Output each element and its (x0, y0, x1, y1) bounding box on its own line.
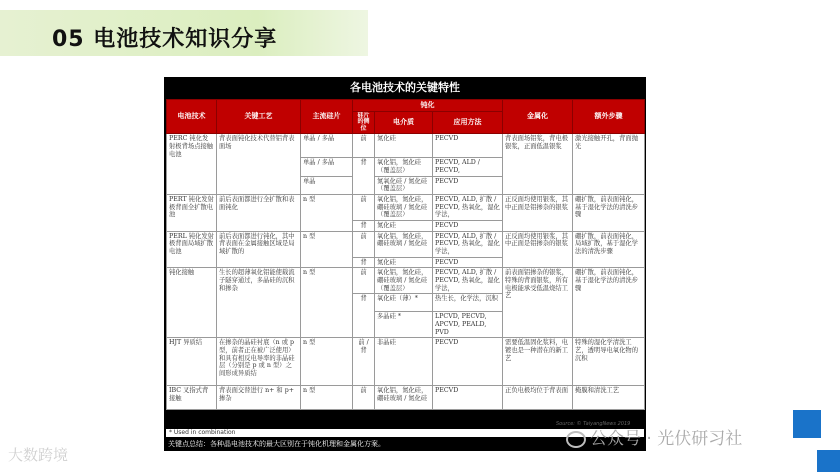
header-extra: 额外步骤 (573, 100, 645, 134)
cell-wafer: 单晶 / 多晶 (301, 134, 353, 158)
cell-pos: 前 (353, 386, 375, 410)
cell-extra: 掩膜和清洗工艺 (573, 386, 645, 410)
cell-dielectric: 多晶硅 * (375, 312, 433, 338)
cell-method: PECVD (433, 176, 503, 194)
tech-table (166, 99, 645, 410)
cell-metal: 背表面场铝浆，背电极银浆，正面低温银浆 (503, 134, 573, 195)
cell-method: PECVD, ALD / PECVD, (433, 158, 503, 176)
header-wafer: 主流硅片 (301, 100, 353, 134)
cell-extra: 特殊的湿化学清洗工艺，透明导电氧化物的沉积 (573, 338, 645, 386)
accent-square (817, 450, 840, 472)
cell-extra: 硼扩散，前表面钝化，局域扩散，基于湿化学法的清洗步骤 (573, 231, 645, 268)
cell-dielectric: 氧化铝，氮化硅（覆盖层） (375, 158, 433, 176)
table-row (167, 386, 645, 410)
cell-method: PECVD (433, 386, 503, 410)
cell-dielectric: 氧化铝，氮化硅，硼硅玻璃 / 氮化硅 (375, 231, 433, 257)
table-row (167, 195, 645, 221)
accent-square (793, 410, 821, 438)
cell-tech: PERL 钝化发射极背面局域扩散电池 (167, 231, 217, 268)
table-row (167, 268, 645, 294)
cell-tech: PERC 钝化发射极背场点接触电池 (167, 134, 217, 195)
cell-metal: 需要低温固化浆料，电镀也是一种潜在的新工艺 (503, 338, 573, 386)
cell-wafer: 单晶 (301, 176, 353, 194)
table-row (167, 338, 645, 386)
cell-wafer: n 型 (301, 268, 353, 338)
cell-tech: IBC 叉指式背接触 (167, 386, 217, 410)
cell-method: PECVD (433, 134, 503, 158)
cell-pos: 前 (353, 195, 375, 221)
cell-metal: 正负电极均位于背表面 (503, 386, 573, 410)
cell-wafer: n 型 (301, 231, 353, 268)
cell-wafer: n 型 (301, 195, 353, 232)
tech-table-figure (164, 77, 646, 451)
cell-metal: 正反面均使用银浆，其中正面是铝掺杂的银浆 (503, 231, 573, 268)
cell-pos: 前 / 背 (353, 338, 375, 386)
cell-extra: 硼扩散，前表面钝化，基于湿化学法的清洗步骤 (573, 195, 645, 232)
header-process: 关键工艺 (217, 100, 301, 134)
header-method: 应用方法 (433, 111, 503, 134)
cell-metal: 正反面均使用银浆，其中正面是铝掺杂的银浆 (503, 195, 573, 232)
cell-process: 背表面交替进行 n+ 和 p+ 掺杂 (217, 386, 301, 410)
cell-pos: 前 (353, 268, 375, 294)
cell-method: PECVD (433, 257, 503, 268)
cell-extra: 激光接触开孔，背面抛光 (573, 134, 645, 195)
source-note: Source: © TaiyangNews 2019 (556, 421, 631, 427)
cell-tech: PERT 钝化发射极背面全扩散电池 (167, 195, 217, 232)
header-tech: 电池技术 (167, 100, 217, 134)
summary-line: 关键点总结：各种晶电池技术的最大区别在于钝化机理和金属化方案。 (168, 440, 385, 448)
header-passivation: 钝化 (353, 100, 503, 112)
cell-method: PECVD, ALD, 扩散 / PECVD, 热氧化，湿化学法， (433, 195, 503, 221)
cell-wafer: n 型 (301, 338, 353, 386)
cell-pos: 背 (353, 294, 375, 338)
table-footnote: * Used in combination (166, 429, 644, 437)
cell-metal: 前表面铝掺杂的银浆，特殊的背面银浆，所有电极能承受低温烧结工艺 (503, 268, 573, 338)
cell-extra: 硼扩散，前表面钝化，基于湿化学法的清洗步骤 (573, 268, 645, 338)
cell-wafer: n 型 (301, 386, 353, 410)
cell-method: PECVD, ALD, 扩散 / PECVD, 热氧化，湿化学法， (433, 268, 503, 294)
cell-method: PECVD (433, 221, 503, 232)
table-row (167, 231, 645, 257)
cell-dielectric: 氧化铝，氮化硅，硼硅玻璃 / 氮化硅（覆盖层） (375, 268, 433, 294)
cell-pos: 背 (353, 257, 375, 268)
cell-method: PECVD (433, 338, 503, 386)
table-caption: 各电池技术的关键特性 (350, 81, 460, 94)
cell-dielectric: 氧化铝，氮化硅，硼硅玻璃 / 氮化硅 (375, 386, 433, 410)
table-row (167, 134, 645, 158)
cell-process: 前后表面都进行钝化，其中背表面在金属接触区域是局域扩散的 (217, 231, 301, 268)
header-pos: 硅片的侧位 (353, 111, 375, 134)
cell-dielectric: 氮化硅 (375, 134, 433, 158)
cell-dielectric: 氮化硅 (375, 221, 433, 232)
cell-pos: 背 (353, 221, 375, 232)
cell-dielectric: 氧化铝，氮化硅，硼硅玻璃 / 氮化硅（覆盖层） (375, 195, 433, 221)
cell-dielectric: 氧化硅（薄）* (375, 294, 433, 312)
watermark-right (566, 424, 742, 449)
cell-dielectric: 氮氧化硅 / 氮化硅（覆盖层） (375, 176, 433, 194)
cell-tech: HJT 异质结 (167, 338, 217, 386)
cell-process: 生长的超薄氧化铝能使载流子隧穿通过，多晶硅的沉积和掺杂 (217, 268, 301, 338)
cell-dielectric: 非晶硅 (375, 338, 433, 386)
cell-method: LPCVD, PECVD, APCVD, PEALD, PVD (433, 312, 503, 338)
cell-pos: 前 (353, 231, 375, 257)
cell-process: 背表面钝化技术代替铝背表面场 (217, 134, 301, 195)
cell-process: 在掺杂的晶硅衬底（n 或 p 型，前者正在被广泛使用）和具有相反电导率的非晶硅层（分别是 p 或 n 型）之间形成异质结 (217, 338, 301, 386)
header-row (167, 100, 645, 112)
cell-dielectric: 氮化硅 (375, 257, 433, 268)
header-metal: 金属化 (503, 100, 573, 134)
watermark-left-text: 大数跨境 (8, 446, 69, 464)
slide-title: 05 电池技术知识分享 (52, 27, 278, 52)
cell-process: 前后表面都进行全扩散和表面钝化 (217, 195, 301, 232)
cell-wafer: 单晶 / 多晶 (301, 158, 353, 176)
wechat-icon (566, 431, 586, 448)
cell-tech: 钝化接触 (167, 268, 217, 338)
cell-pos: 前 (353, 134, 375, 158)
cell-method: 热生长，化学法，沉积 (433, 294, 503, 312)
cell-method: PECVD, ALD, 扩散 / PECVD, 热氧化，湿化学法， (433, 231, 503, 257)
header-dielectric: 电介质 (375, 111, 433, 134)
watermark-left (8, 444, 68, 465)
watermark-right-text: 公众号 · 光伏研习社 (590, 429, 743, 449)
cell-pos: 背 (353, 158, 375, 195)
